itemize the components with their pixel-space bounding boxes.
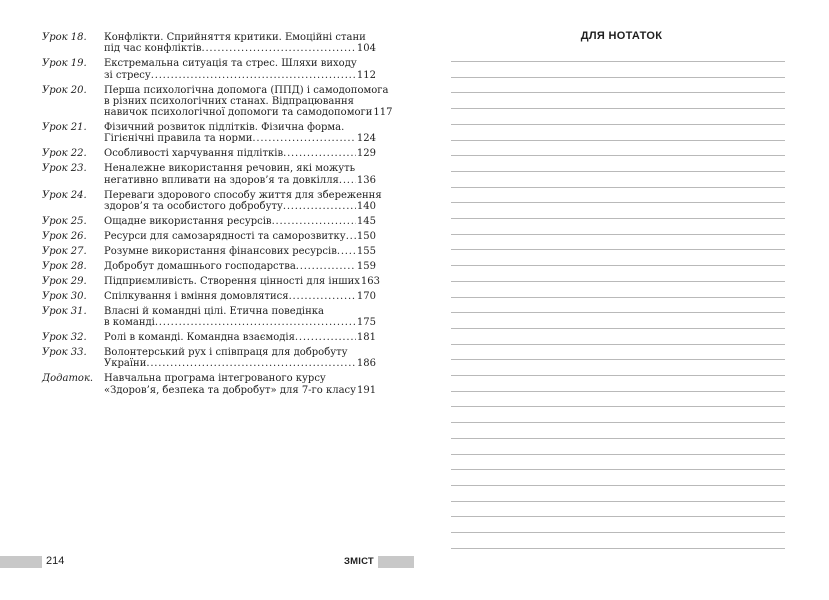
notes-title: ДЛЯ НОТАТОК [580, 30, 663, 42]
toc-leader-dots [346, 231, 356, 242]
toc-page-number: 191 [357, 384, 377, 396]
note-line [451, 501, 785, 502]
note-line [451, 422, 785, 423]
toc-entry [42, 216, 376, 227]
toc-entry-body [104, 291, 376, 302]
toc-entry-label: Урок 32. [42, 332, 87, 344]
toc-page-number: 159 [356, 260, 376, 272]
note-line [451, 61, 785, 62]
toc-entry-label: Урок 22. [42, 148, 87, 160]
toc-leader-dots [155, 317, 356, 328]
toc-entry-label: Урок 30. [42, 290, 87, 302]
note-line [451, 406, 785, 407]
toc-entry-last-line [104, 231, 376, 242]
toc-entry-title-line: зі стресу [104, 69, 151, 81]
toc-entry [42, 261, 376, 272]
toc-entry-title-line: Навчальна програма інтегрованого курсу [104, 373, 326, 385]
toc-entry-body [104, 246, 376, 257]
note-line [451, 124, 785, 125]
toc-entry [42, 163, 376, 186]
toc-entry [42, 122, 376, 145]
toc-leader-dots [283, 201, 356, 212]
toc-entry-title-line: Переваги здорового способу життя для збереження [104, 189, 382, 201]
note-line [451, 281, 785, 282]
toc-entry-last-line [104, 175, 376, 186]
note-line [451, 391, 785, 392]
toc-entry-title-line: Ресурси для самозарядності та саморозвитку [104, 230, 346, 242]
toc-entry-title-line: навичок психологічної допомоги та самодопомоги [104, 107, 373, 119]
toc-entry-label: Урок 18. [42, 32, 87, 43]
toc-entry [42, 347, 376, 370]
toc-leader-dots [295, 332, 356, 343]
toc-entry [42, 291, 376, 302]
toc-entry-body [104, 373, 376, 396]
note-line [451, 171, 785, 172]
toc-entry [42, 231, 376, 242]
toc-entry-body [104, 306, 376, 329]
toc-entry-last-line [104, 291, 376, 302]
toc-entry-body [104, 332, 376, 343]
toc-entry-body [104, 163, 376, 186]
toc-entry-title-line: Конфлікти. Сприйняття критики. Емоційні стани [104, 32, 366, 43]
toc-entry-last-line [104, 133, 376, 144]
toc-entry-label: Урок 31. [42, 305, 87, 317]
toc-page-number: 181 [356, 332, 376, 344]
note-line [451, 140, 785, 141]
toc-entry [42, 373, 376, 396]
note-line [451, 312, 785, 313]
note-line [451, 359, 785, 360]
toc-page-number: 145 [356, 215, 376, 227]
toc-leader-dots [337, 246, 356, 257]
note-line [451, 108, 785, 109]
toc-entry-body [104, 216, 376, 227]
note-line [451, 218, 785, 219]
toc-entry-title-line: під час конфліктів [104, 43, 202, 55]
page-number: 214 [46, 555, 65, 567]
toc-entry-last-line [104, 148, 376, 159]
toc-entry-title-line: Гігієнічні правила та норми [104, 133, 253, 145]
toc-entry-title-line: негативно впливати на здоров’я та довкілля [104, 174, 339, 186]
note-line [451, 485, 785, 486]
toc-entry-label: Урок 29. [42, 275, 87, 287]
toc-entry-body [104, 32, 376, 55]
note-line [451, 344, 785, 345]
toc-entry-body [104, 347, 376, 370]
toc-entry-title-line: Ролі в команді. Командна взаємодія [104, 332, 295, 344]
note-line [451, 77, 785, 78]
toc-entry-title-line: Ощадне використання ресурсів [104, 215, 272, 227]
toc-entry-last-line [104, 275, 380, 287]
toc-leader-dots [289, 291, 356, 302]
note-line [451, 202, 785, 203]
toc-page-number: 163 [360, 275, 380, 287]
toc-entry-last-line [104, 358, 376, 369]
toc-page-number: 129 [356, 148, 376, 160]
toc-leader-dots [201, 43, 355, 54]
toc-entry-title-line: «Здоров’я, безпека та добробут» для 7-го класу [104, 384, 357, 396]
toc-entry-label: Урок 33. [42, 347, 87, 359]
toc-leader-dots [151, 70, 356, 81]
toc-entry-label: Урок 24. [42, 189, 87, 201]
toc-entry-label: Урок 19. [42, 58, 87, 70]
toc-entry-title-line: Власні й командні цілі. Етична поведінка [104, 305, 324, 317]
note-line [451, 375, 785, 376]
toc-entry-body [104, 84, 393, 119]
note-line [451, 454, 785, 455]
toc-page-number: 140 [356, 200, 376, 212]
toc-page-number: 112 [356, 69, 376, 81]
toc-entry-title-line: Фізичний розвиток підлітків. Фізична форма. [104, 122, 345, 134]
toc-entry [42, 275, 380, 287]
toc-entry-title-line: Неналежне використання речовин, які можуть [104, 163, 356, 175]
toc-entry-title-line: Підприємливість. Створення цінності для інших [104, 275, 360, 287]
toc-entry [42, 189, 382, 213]
note-line [451, 532, 785, 533]
toc-entry-label: Додаток. [42, 373, 94, 385]
toc-entry-last-line [104, 70, 376, 81]
section-title: ЗМІСТ [344, 556, 374, 567]
toc-page-number: 175 [356, 317, 376, 329]
table-of-contents [42, 32, 393, 400]
toc-entry-last-line [104, 107, 393, 119]
toc-entry-last-line [104, 385, 376, 396]
toc-entry-last-line [104, 261, 376, 272]
toc-entry [42, 32, 376, 55]
toc-entry-label: Урок 26. [42, 230, 87, 242]
note-line [451, 234, 785, 235]
note-line [451, 469, 785, 470]
toc-entry-label: Урок 23. [42, 163, 87, 175]
toc-entry-label: Урок 27. [42, 245, 87, 257]
toc-entry-body [104, 231, 376, 242]
toc-leader-dots [296, 261, 356, 272]
toc-entry-title-line: Особливості харчування підлітків [104, 148, 284, 160]
toc-entry-label: Урок 28. [42, 260, 87, 272]
note-line [451, 155, 785, 156]
note-line [451, 187, 785, 188]
toc-page-number: 186 [356, 358, 376, 370]
toc-entry [42, 58, 376, 81]
toc-entry [42, 246, 376, 257]
toc-entry-last-line [104, 201, 376, 212]
toc-entry-title-line: здоров’я та особистого добробуту [104, 200, 283, 212]
toc-entry-title-line: Добробут домашнього господарства [104, 260, 296, 272]
note-line [451, 438, 785, 439]
toc-entry [42, 84, 393, 119]
toc-entry-title-line: Перша психологічна допомога (ППД) і самодопомога [104, 84, 389, 96]
footer-bar-left [0, 556, 42, 568]
toc-page-number: 150 [356, 230, 376, 242]
toc-leader-dots [252, 133, 356, 144]
toc-page-number: 170 [356, 290, 376, 302]
toc-entry-body [104, 122, 376, 145]
toc-entry-last-line [104, 216, 376, 227]
note-line [451, 249, 785, 250]
toc-leader-dots [339, 175, 356, 186]
toc-entry-title-line: Розумне використання фінансових ресурсів [104, 245, 337, 257]
toc-leader-dots [272, 216, 356, 227]
toc-page-number: 117 [373, 107, 393, 119]
toc-leader-dots [146, 358, 356, 369]
toc-entry-body [104, 58, 376, 81]
toc-page-number: 104 [356, 43, 376, 55]
toc-entry-body [104, 148, 376, 159]
toc-entry [42, 148, 376, 159]
note-lines [451, 61, 785, 561]
note-line [451, 92, 785, 93]
note-line [451, 548, 785, 549]
toc-entry-title-line: в команді [104, 317, 155, 329]
note-line [451, 516, 785, 517]
toc-entry-body [104, 275, 380, 287]
toc-entry-label: Урок 20. [42, 84, 87, 96]
left-page [0, 0, 414, 600]
toc-entry-title-line: Волонтерський рух і співпраця для добробуту [104, 347, 348, 359]
toc-leader-dots [283, 148, 356, 159]
toc-entry [42, 306, 376, 329]
note-line [451, 328, 785, 329]
note-line [451, 265, 785, 266]
toc-page-number: 136 [356, 174, 376, 186]
toc-page-number: 155 [356, 245, 376, 257]
toc-entry-last-line [104, 43, 376, 54]
toc-entry [42, 332, 376, 343]
toc-entry-title-line: в різних психологічних станах. Відпрацювання [104, 95, 354, 107]
toc-entry-last-line [104, 246, 376, 257]
toc-entry-title-line: Екстремальна ситуація та стрес. Шляхи виходу [104, 58, 357, 70]
footer-bar-right [378, 556, 414, 568]
toc-entry-body [104, 189, 382, 213]
toc-entry-title-line: Спілкування і вміння домовлятися [104, 290, 289, 302]
toc-entry-body [104, 261, 376, 272]
toc-entry-label: Урок 21. [42, 122, 87, 134]
toc-entry-title-line: України [104, 358, 147, 370]
right-page [414, 0, 829, 600]
note-line [451, 297, 785, 298]
toc-entry-last-line [104, 332, 376, 343]
toc-page-number: 124 [356, 133, 376, 145]
toc-entry-last-line [104, 317, 376, 328]
toc-entry-label: Урок 25. [42, 215, 87, 227]
